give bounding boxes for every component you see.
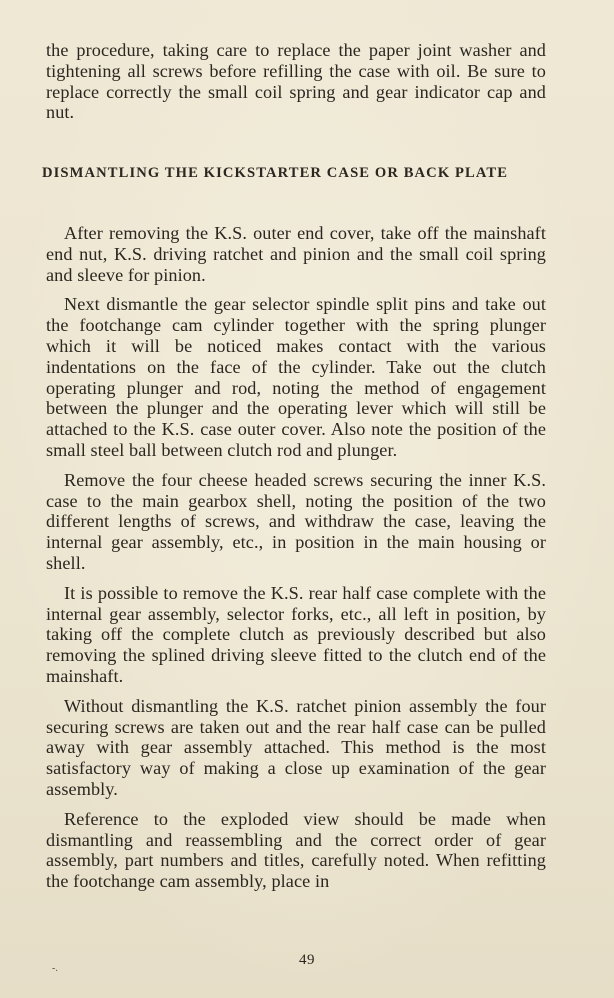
margin-mark: -. (52, 963, 58, 974)
paragraph: After removing the K.S. outer end cover, take off the mainshaft end nut, K.S. driving ratchet and pinion and the small coil spring and sleeve for pinion. (46, 223, 546, 285)
page-number: 49 (299, 952, 315, 968)
continued-paragraph (46, 40, 546, 123)
paragraph: Remove the four cheese headed screws securing the inner K.S. case to the main gearbox shell, noting the position of the two different lengths of screws, and withdraw the case, leaving the internal gear assembly, etc., in position in the main housing or shell. (46, 469, 546, 573)
paragraph: Without dismantling the K.S. ratchet pinion assembly the four securing screws are taken out and the rear half case can be pulled away with gear assembly attached. This method is the most satisfactory way of making a close up examination of the gear assembly. (46, 695, 546, 799)
section-body (46, 223, 546, 892)
opening-paragraph: the procedure, taking care to replace the paper joint washer and tightening all screws before refilling the case with oil. Be sure to replace correctly the small coil spring and gear indicator cap and nut. (46, 40, 546, 123)
paragraph: Next dismantle the gear selector spindle split pins and take out the footchange cam cylinder together with the spring plunger which it will be noticed makes contact with the various indentations on the face of the cylinder. Take out the clutch operating plunger and rod, noting the method of engagement between the plunger and the operating lever which will still be attached to the K.S. case outer cover. Also note the position of the small steel ball between clutch rod and plunger. (46, 294, 546, 460)
paragraph: Reference to the exploded view should be made when dismantling and reassembling and the correct order of gear assembly, part numbers and titles, carefully noted. When refitting the footchange cam assembly, place in (46, 808, 546, 892)
paragraph: It is possible to remove the K.S. rear half case complete with the internal gear assembly, selector forks, etc., all left in position, by taking off the complete clutch as previously described but also removing the splined driving sleeve fitted to the clutch end of the mainshaft. (46, 582, 546, 686)
section-heading: DISMANTLING THE KICKSTARTER CASE OR BACK PLATE (42, 165, 509, 181)
